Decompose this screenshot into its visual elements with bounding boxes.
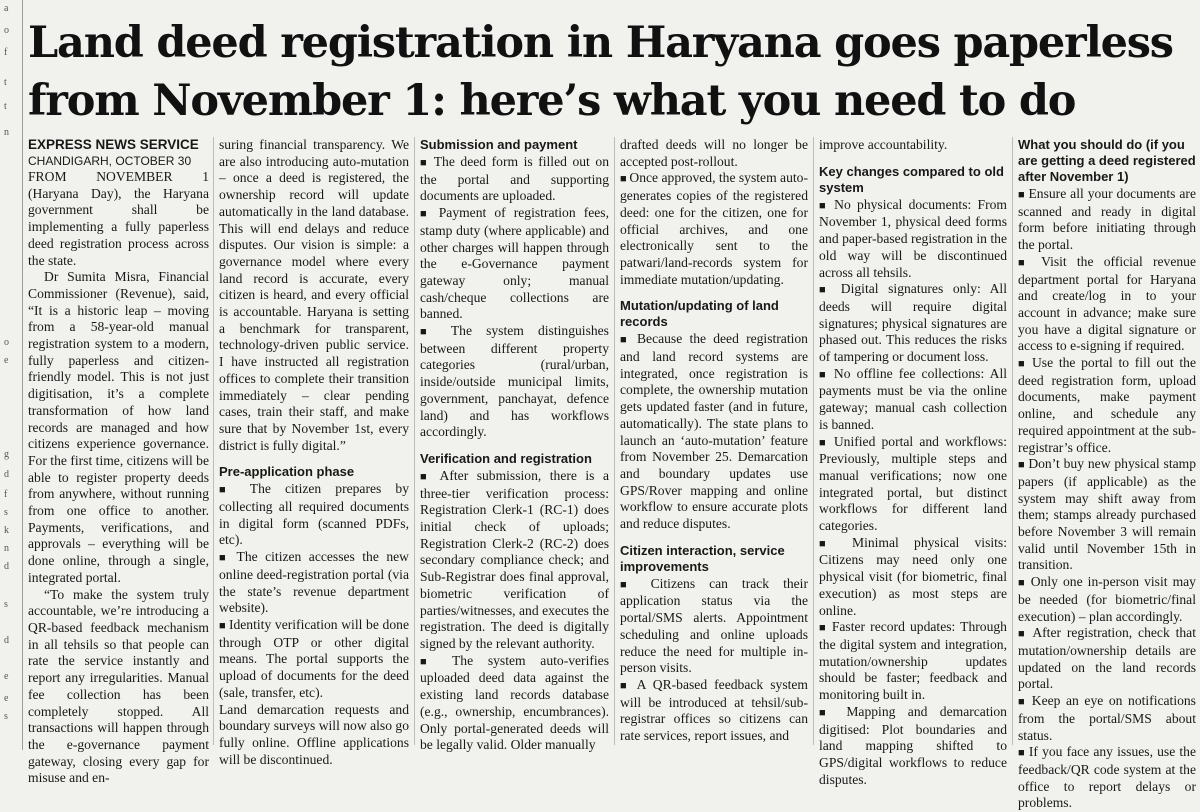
subheading: What you should do (if you are getting a deed registered after November 1): [1018, 137, 1196, 184]
margin-fragment: k: [4, 525, 9, 536]
dateline: CHANDIGARH, OCTOBER 30: [28, 154, 192, 168]
margin-fragment: t: [4, 101, 7, 112]
column-rule: [414, 137, 415, 745]
margin-fragment: d: [4, 635, 9, 646]
article-column-2: [219, 137, 409, 767]
margin-fragment: g: [4, 449, 9, 460]
subheading: Submission and payment: [420, 137, 578, 152]
article-column-1: [28, 137, 209, 786]
margin-fragment: e: [4, 693, 9, 704]
bullet-item: ■ Citizens can track their application status via the portal/SMS alerts. Appointment scheduling and online uploads reduce the need for multiple in-person visits.: [620, 576, 808, 677]
margin-fragment: n: [4, 127, 9, 138]
margin-fragment: o: [4, 25, 9, 36]
bullet-item: ■ No offline fee collections: All payments must be via the online gateway; manual cash collection is banned.: [819, 366, 1007, 434]
margin-fragment: f: [4, 47, 8, 58]
paragraph: suring financial transparency. We are also introducing auto-mutation – once a deed is registered, the ownership record will update automatically in the land database. This will end delays and reduce disputes. Our vision is simple: a governance model where every land record is accurate, every citizen is heard, and every official is accountable. Haryana is setting a benchmark for transparent, technology-driven public service. I have instructed all registration offices to complete their transition immediately – clear pending cases, train their staff, and make sure that by November 1st, every district is fully digital.”: [219, 137, 409, 453]
bullet-item: ■ The citizen accesses the new online deed-registration portal (via the state’s revenue department website).: [219, 549, 409, 617]
subheading: Pre-application phase: [219, 464, 355, 480]
bullet-item: ■ Because the deed registration and land record systems are integrated, once registration is complete, the ownership mutation gets updated faster (and in future, automatically). The state plans to launch an ‘auto-mutation’ feature from November 25. Demarcation and boundary updates use GPS/Rover mapping and online workflow to ensure accurate plots and reduce disputes.: [620, 331, 808, 532]
paragraph: “To make the system truly accountable, we’re introducing a QR-based feedback mechanism in all tehsils so that people can rate the service instantly and report any irregularities. Manual fee collection has been completely stopped. All transactions will happen through the e-governance payment gateway, closing every gap for misuse and en-: [28, 586, 209, 786]
subheading: Citizen interaction, service improvements: [620, 542, 785, 574]
column-rule: [213, 137, 214, 745]
margin-fragment: e: [4, 671, 9, 682]
bullet-item: ■ A QR-based feedback system will be introduced at tehsil/sub-registrar offices so citizens can rate services, report issues, and: [620, 677, 808, 745]
paragraph: drafted deeds will no longer be accepted post-rollout.: [620, 137, 808, 169]
bullet-item: ■ Minimal physical visits: Citizens may need only one physical visit (for biometric, final execution) as most steps are online.: [819, 535, 1007, 620]
margin-fragment: s: [4, 507, 8, 518]
paragraph: improve accountability.: [819, 137, 948, 152]
margin-fragment: s: [4, 711, 8, 722]
bullet-item: ■ Visit the official revenue department portal for Haryana and create/log in to your account in advance; make sure you have a digital signature or access to e-signing if required.: [1018, 254, 1196, 355]
margin-fragment: o: [4, 337, 9, 348]
bullet-item: ■ Unified portal and workflows: Previously, multiple steps and manual verifications; now one integrated portal, but distinct workflows for different land categories.: [819, 434, 1007, 535]
subheading: Verification and registration: [420, 450, 592, 466]
bullet-item: ■ Mapping and demarcation digitised: Plot boundaries and land mapping shifted to GPS/digital workflows to reduce disputes.: [819, 704, 1007, 789]
column-rule: [813, 137, 814, 745]
margin-fragment: s: [4, 599, 8, 610]
bullet-item: ■ If you face any issues, use the feedback/QR code system at the office to report delays or problems.: [1018, 744, 1196, 812]
bullet-item: ■ Ensure all your documents are scanned and ready in digital form before initiating through the portal.: [1018, 186, 1196, 254]
subheading: Key changes compared to old system: [819, 163, 1004, 195]
paragraph: Dr Sumita Misra, Financial Commissioner (Revenue), said, “It is a historic leap – moving from a 58-year-old manual registration system to a modern, fully paperless and citizen-friendly model. This is not just digitisation, it’s a complete transformation of how land records are managed and how citizens experience governance. For the first time, citizens will be able to register property deeds from anywhere, without running from one office to another. Payments, verifications, and approvals – everything will be done online, through a single, integrated portal.: [28, 269, 209, 585]
subheading: Mutation/updating of land records: [620, 298, 779, 330]
bullet-item: ■ After registration, check that mutation/ownership details are updated on the land records portal.: [1018, 625, 1196, 693]
bullet-item: ■ Don’t buy new physical stamp papers (if applicable) as the system may shift away from them; stamps already purchased before November 3 will remain valid until November 15th in transition.: [1018, 456, 1196, 574]
bullet-item: ■ Use the portal to fill out the deed registration form, upload documents, make payment online, and schedule any required appointment at the sub-registrar’s office.: [1018, 355, 1196, 456]
article-column-4: [620, 137, 808, 747]
bullet-item: ■ After submission, there is a three-tier verification process: Registration Clerk-1 (RC-1) does initial check of uploads; Registration Clerk-2 (RC-2) does secondary compliance check; and Sub-Registrar does final approval, biometric verification of parties/witnesses, and executes the registration. The deed is digitally signed by the relevant authority.: [420, 468, 609, 653]
bullet-item: ■ The deed form is filled out on the portal and supporting documents are uploaded.: [420, 154, 609, 205]
bullet-item: ■ The system distinguishes between different property categories (rural/urban, inside/outside municipal limits, government, panchayat, defence land) and has workflows accordingly.: [420, 323, 609, 441]
margin-fragment: e: [4, 355, 9, 366]
bullet-item: ■ Identity verification will be done through OTP or other digital means. The portal supports the upload of documents for the deed (sale, transfer, etc).: [219, 617, 409, 702]
bullet-item: ■ Payment of registration fees, stamp duty (where applicable) and other charges will happen through the e-Governance payment gateway only; manual cash/cheque collections are banned.: [420, 205, 609, 323]
adjacent-column-edge: [0, 0, 23, 750]
bullet-item: ■ Once approved, the system auto-generates copies of the registered deed: one for the citizen, one for official archives, and one electronically sent to the patwari/land-records system for immediate mutation/updating.: [620, 170, 808, 288]
bullet-item: ■ Faster record updates: Through the digital system and integration, mutation/ownership updates should be faster; feedback and monitoring built in.: [819, 619, 1007, 704]
column-rule: [614, 137, 615, 745]
paragraph: Land demarcation requests and boundary surveys will now also go fully online. Offline applications will be discontinued.: [219, 701, 409, 767]
article-column-5: [819, 137, 1007, 787]
bullet-item: ■ No physical documents: From November 1, physical deed forms and paper-based registration in the old way will be discontinued across all tehsils.: [819, 197, 1007, 282]
article-column-6: [1018, 137, 1196, 811]
bullet-item: ■ The citizen prepares by collecting all required documents in digital form (scanned PDFs, etc).: [219, 481, 409, 549]
margin-fragment: d: [4, 561, 9, 572]
column-rule: [1012, 137, 1013, 745]
article-column-3: [420, 137, 609, 753]
byline: EXPRESS NEWS SERVICE: [28, 137, 199, 152]
margin-fragment: t: [4, 77, 7, 88]
margin-fragment: n: [4, 543, 9, 554]
headline-line-2: from November 1: here’s what you need to do: [28, 76, 1076, 126]
lead-paragraph: FROM NOVEMBER 1 (Haryana Day), the Haryana government shall be implementing a fully paperless deed registration process across the state.: [28, 169, 209, 268]
margin-fragment: a: [4, 3, 9, 14]
bullet-item: ■ Only one in-person visit may be needed (for biometric/final execution) – plan accordingly.: [1018, 574, 1196, 625]
bullet-item: ■ The system auto-verifies uploaded deed data against the existing land records database (e.g., ownership, encumbrances). Only portal-generated deeds will be legally valid. Older manually: [420, 653, 609, 754]
margin-fragment: d: [4, 469, 9, 480]
margin-fragment: f: [4, 489, 8, 500]
headline: [28, 14, 1193, 130]
bullet-item: ■ Digital signatures only: All deeds will require digital signatures; physical signatures are phased out. This reduces the risks of tampering or document loss.: [819, 281, 1007, 366]
headline-line-1: Land deed registration in Haryana goes paperless: [28, 18, 1173, 68]
bullet-item: ■ Keep an eye on notifications from the portal/SMS about status.: [1018, 693, 1196, 744]
